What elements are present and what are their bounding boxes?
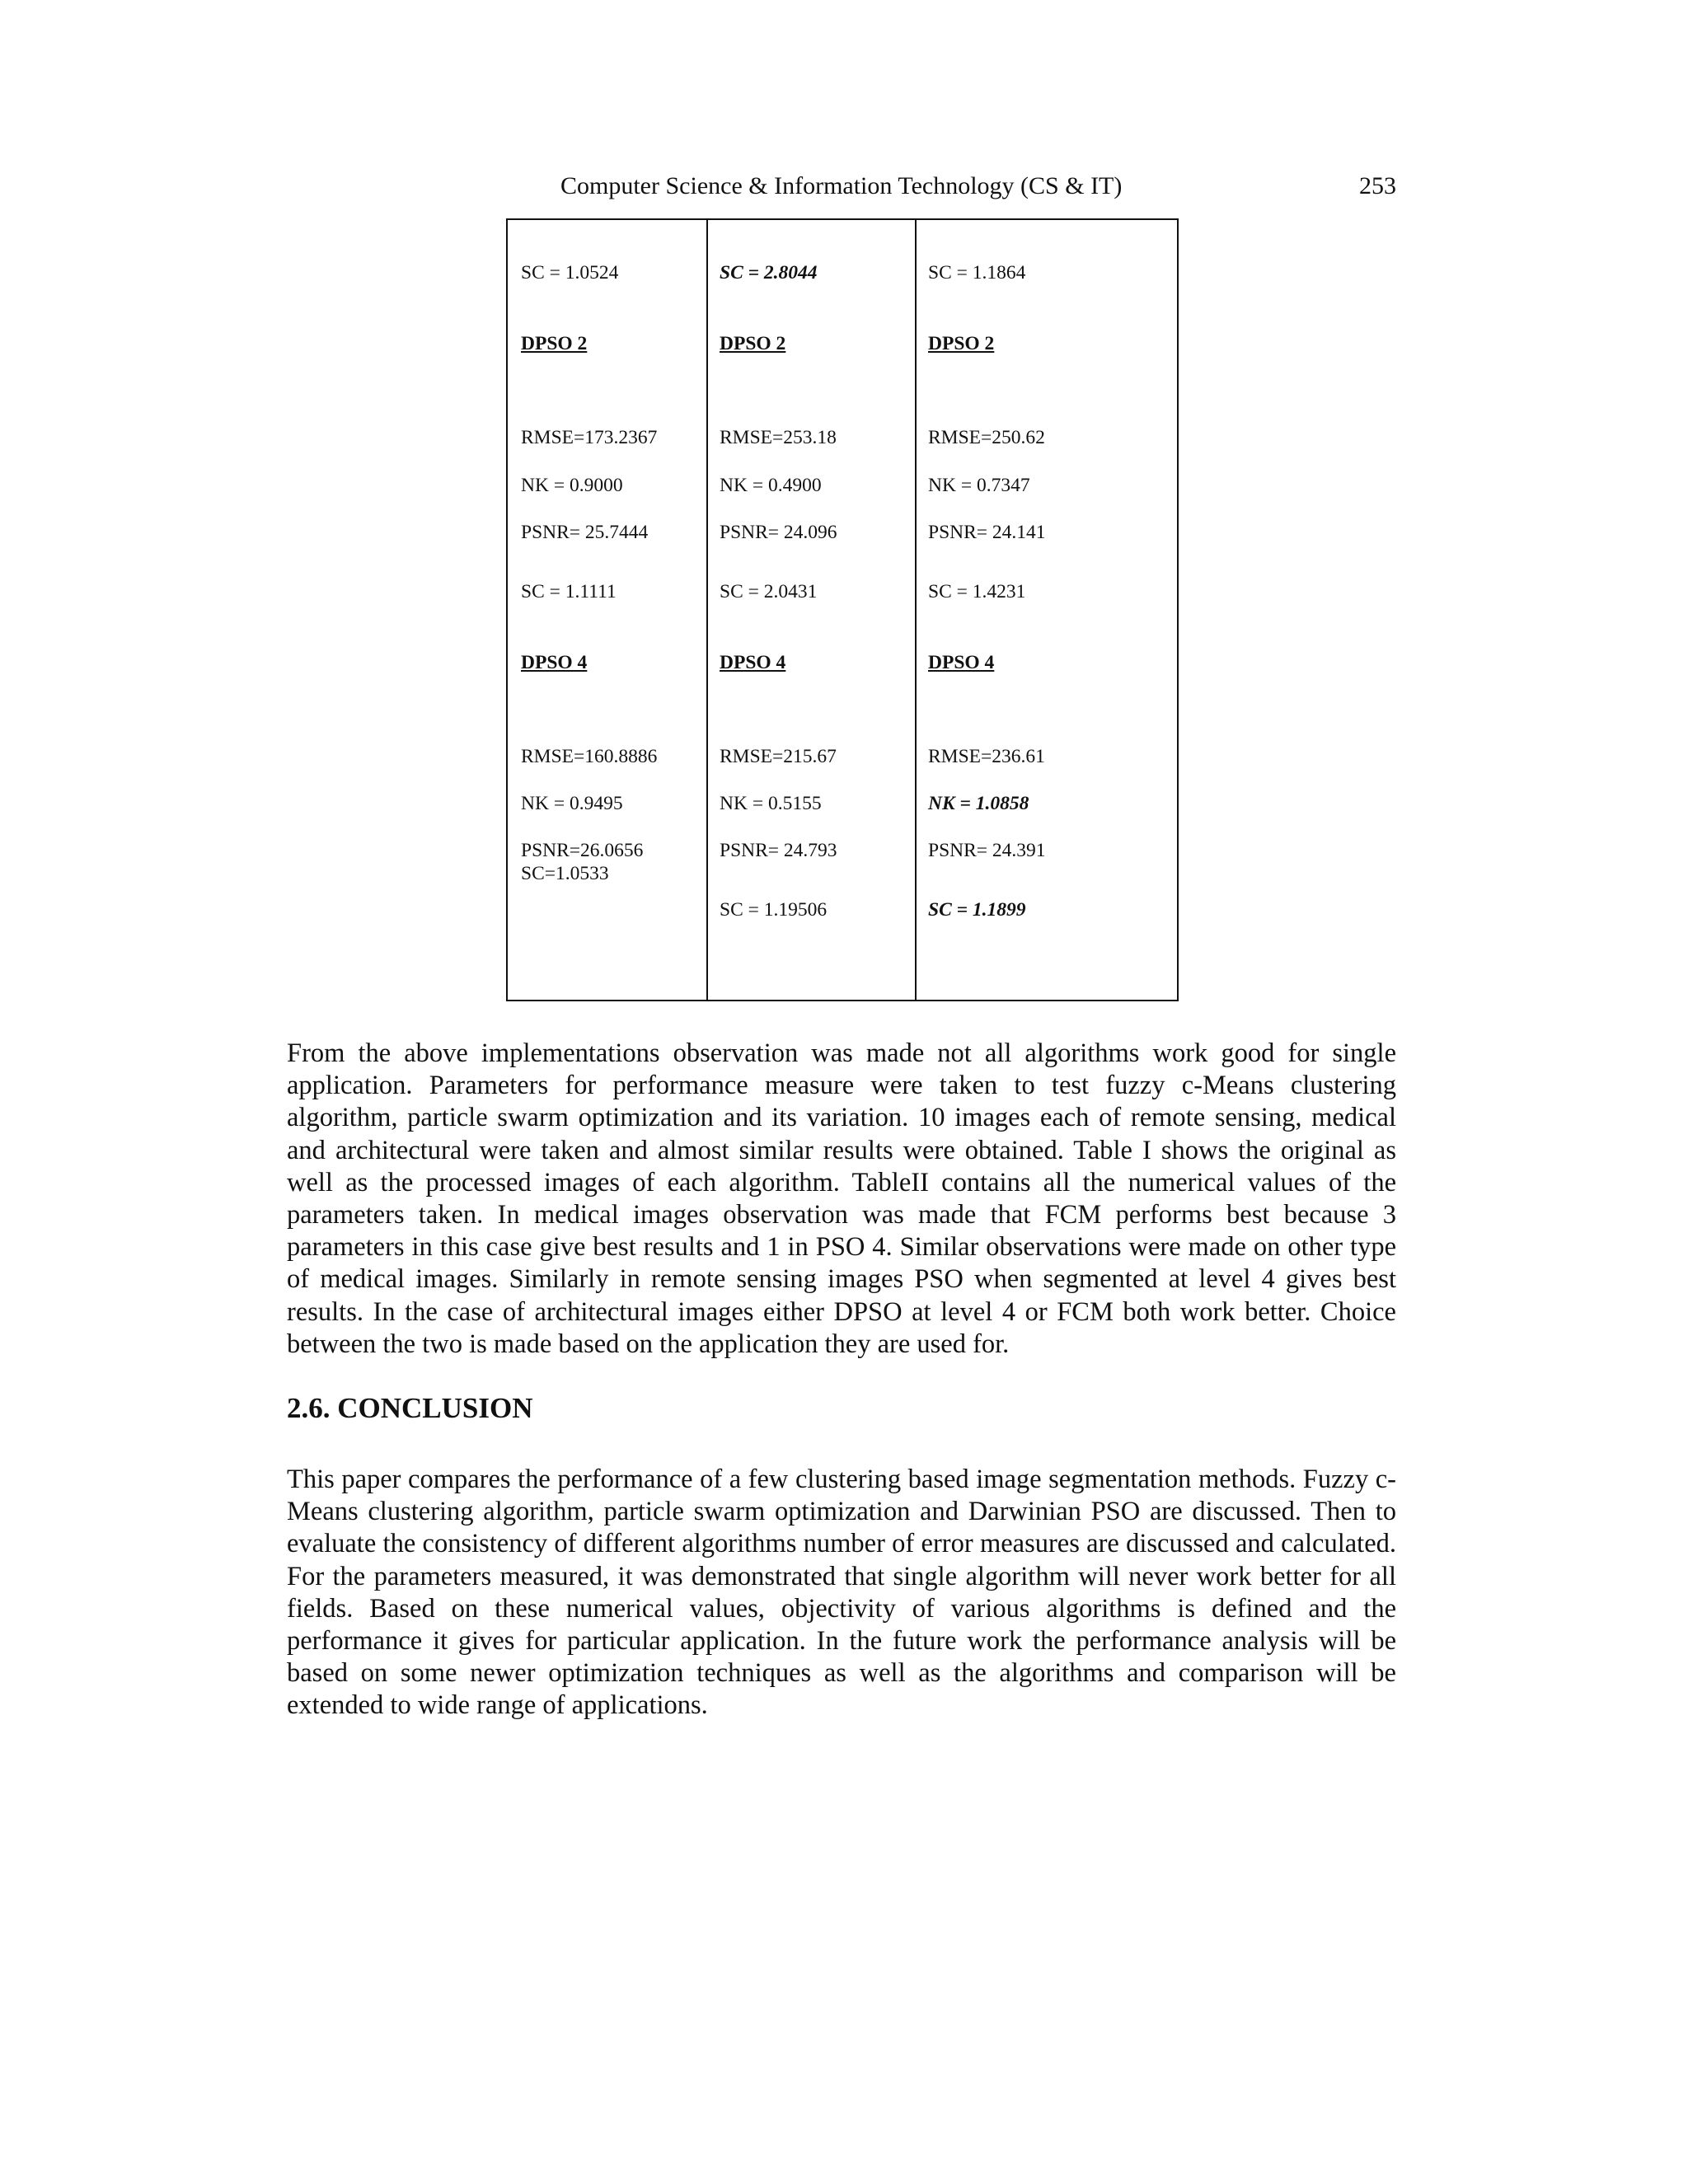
rmse-value: RMSE=215.67 <box>720 746 837 767</box>
journal-title: Computer Science & Information Technology (CS & IT) <box>560 172 1123 199</box>
sc-value: SC = 2.0431 <box>720 581 818 602</box>
sc-value: SC = 1.19506 <box>720 899 828 921</box>
conclusion-paragraph: This paper compares the performance of a few clustering based image segmentation methods. Fuzzy c-Means clustering algorithm, particle swarm optimization and Darwinian PSO are discussed. Then to evaluate the consistency of different algorithms number of error measures are discussed and calculated. For the parameters measured, it was demonstrated that single algorithm will never work better for all fields. Based on these numerical values, objectivity of various algorithms is defined and the performance it gives for particular application. In the future work the performance analysis will be based on some newer optimization techniques as well as the algorithms and comparison will be extended to wide range of applications. <box>287 1465 1396 1721</box>
table-column-2 <box>706 220 917 1000</box>
sc-value: SC = 1.0524 <box>521 262 619 284</box>
rmse-value: RMSE=236.61 <box>928 746 1045 767</box>
rmse-value: RMSE=160.8886 <box>521 746 658 767</box>
rmse-value: RMSE=173.2367 <box>521 427 658 448</box>
psnr-value: PSNR= 24.793 <box>720 840 837 861</box>
running-header <box>287 170 1396 203</box>
nk-value: NK = 1.0858 <box>928 793 1029 814</box>
rmse-value: RMSE=250.62 <box>928 427 1045 448</box>
dpso4-heading: DPSO 4 <box>521 652 588 673</box>
nk-value: NK = 0.5155 <box>720 793 822 814</box>
nk-value: NK = 0.7347 <box>928 475 1030 496</box>
dpso2-heading: DPSO 2 <box>720 333 786 354</box>
dpso2-heading: DPSO 2 <box>521 333 588 354</box>
results-table <box>506 218 1179 1001</box>
psnr-value: PSNR= 24.391 <box>928 840 1046 861</box>
dpso2-heading: DPSO 2 <box>928 333 995 354</box>
dpso4-heading: DPSO 4 <box>720 652 786 673</box>
section-heading: 2.6. CONCLUSION <box>287 1392 533 1424</box>
nk-value: NK = 0.9495 <box>521 793 623 814</box>
sc-value: SC = 1.1864 <box>928 262 1026 284</box>
sc-value: SC = 2.8044 <box>720 262 818 284</box>
sc-value: SC = 1.1111 <box>521 581 617 602</box>
psnr-value: PSNR= 25.7444 <box>521 522 649 543</box>
page-number: 253 <box>1359 172 1396 199</box>
sc-value: SC = 1.1899 <box>928 899 1026 921</box>
sc-value: SC=1.0533 <box>521 863 609 884</box>
table-column-3 <box>915 220 1177 1000</box>
dpso4-heading: DPSO 4 <box>928 652 995 673</box>
observation-paragraph: From the above implementations observation was made not all algorithms work good for single application. Parameters for performance measure were taken to test fuzzy c-Means clustering algorithm, particle swarm optimization and its variation. 10 images each of remote sensing, medical and architectural were taken and almost similar results were obtained. Table I shows the original as well as the processed images of each algorithm. TableII contains all the numerical values of the parameters taken. In medical images observation was made that FCM performs best because 3 parameters in this case give best results and 1 in PSO 4. Similar observations were made on other type of medical images. Similarly in remote sensing images PSO when segmented at level 4 gives best results. In the case of architectural images either DPSO at level 4 or FCM both work better. Choice between the two is made based on the application they are used for. <box>287 1038 1396 1359</box>
rmse-value: RMSE=253.18 <box>720 427 837 448</box>
psnr-value: PSNR=26.0656 <box>521 840 644 861</box>
sc-value: SC = 1.4231 <box>928 581 1026 602</box>
nk-value: NK = 0.9000 <box>521 475 623 496</box>
table-column-1 <box>508 220 708 1000</box>
psnr-value: PSNR= 24.096 <box>720 522 837 543</box>
psnr-value: PSNR= 24.141 <box>928 522 1046 543</box>
nk-value: NK = 0.4900 <box>720 475 822 496</box>
